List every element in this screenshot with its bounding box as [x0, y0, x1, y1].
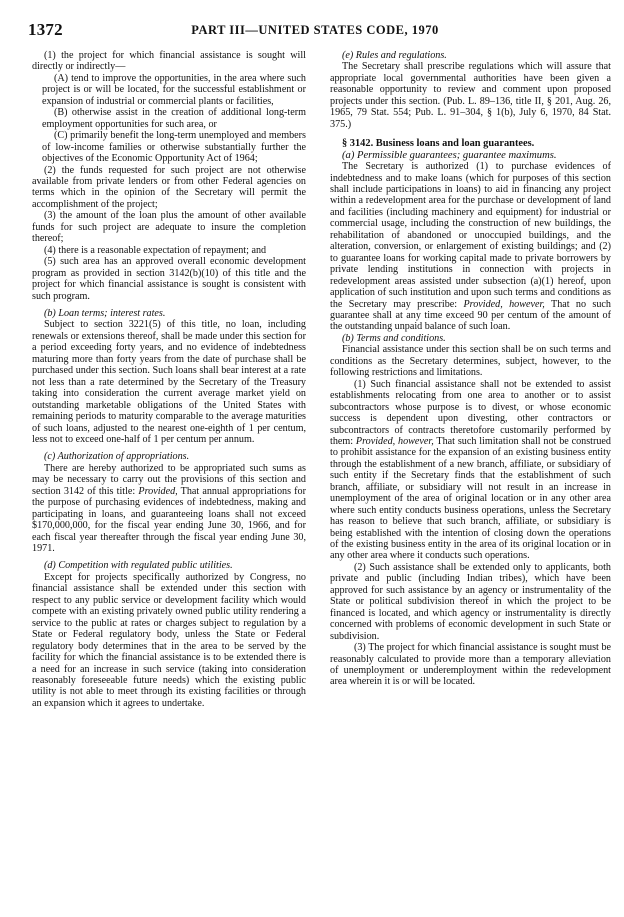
subsection-b-heading — [32, 308, 306, 319]
subsection-a-text-part1: The Secretary is authorized (1) to purchase evidences of indebtedness and to make loans (which for purposes of this section shall include participations in loans) to aid in financing any project within a redevelopment area for the purchase or development of land and facilities (including machinery and equipment) for industrial or commercial usage, including the construction of new buildings, the rehabilitation of abandoned or unoccupied buildings, and the alteration, conversion, or enlargement of existing buildings; and (2) to guarantee loans for working capital made to private borrowers by private lending institutions in connection with projects in redevelopment areas assisted under subsection (a)(1) hereof, upon application of such institution and upon such terms and conditions as the Secretary may prescribe: — [330, 161, 611, 310]
clause-c: (C) primarily benefit the long-term unemployed and members of low-income families or otherwise substantially further the objectives of the Economic Opportunity Act of 1964; — [42, 130, 306, 165]
paragraph-2: (2) the funds requested for such project are not otherwise available from private lenders or from other Federal agencies on terms which in the opinion of the Secretary will permit the accomplishment of the project; — [32, 164, 306, 210]
paragraph-3: (3) the amount of the loan plus the amount of other available funds for such project are adequate to insure the completion thereof; — [32, 210, 306, 245]
clause-b: (B) otherwise assist in the creation of additional long-term employment opportunities for such area, or — [42, 107, 306, 130]
provided-however-italic: Provided, however, — [463, 298, 545, 310]
subsection-d-text: Except for projects specifically authorized by Congress, no financial assistance shall be extended under this section with respect to any public service or development facility which would compete with an existing privately owned public utility rendering a service to the public at rates or charges subject to regulation by a State or Federal regulatory body, unless the State or Federal regulatory body determines that in the area to be served by the facility for which the financial assistance is to be extended there is a need for an increase in such service (taking into consideration reasonably foreseeable future needs) which the existing public utility is not able to meet through its existing facilities or through an expansion which it agrees to undertake. — [32, 571, 306, 709]
subsection-a-heading-text: (a) Permissible guarantees; guarantee maximums. — [342, 149, 557, 161]
restriction-1 — [330, 379, 611, 562]
subsection-e-heading-text: (e) Rules and regulations. — [342, 50, 447, 61]
subsection-c-text-part1: There are hereby authorized to be appropriated such sums as may be necessary to carry out the provisions of this section and section 3142 of this title: — [32, 462, 306, 497]
subsection-e-heading — [330, 50, 611, 61]
subsection-b-heading-text: (b) Loan terms; interest rates. — [44, 307, 166, 319]
subsection-d-heading — [32, 560, 306, 571]
restriction-1-part2: That such limitation shall not be construed to prohibit assistance for the expansion of an existing business entity through the establishment of a new branch, affiliate, or subsidiary of such entity if the Secretary finds that the establishment of such branch, affiliate, or subsidiary will not result in an increase in unemployment of the area of original location or in any other area where such entity conducts business operations, unless the Secretary has reason to believe that such branch, affiliate, or subsidiary is being established with the intention of closing down the operations of the existing business entity in the area of its original location or in any other area where it conducts such operations. — [330, 435, 611, 562]
section-3142-heading: § 3142. Business loans and loan guarantees. — [342, 138, 535, 150]
subsection-b-heading-right-text: (b) Terms and conditions. — [342, 332, 446, 344]
restriction-3: (3) The project for which financial assistance is sought must be reasonably calculated to provide more than a temporary alleviation of unemployment or underemployment within the redevelopment area wherein it is or will be located. — [330, 642, 611, 688]
subsection-b-text-right: Financial assistance under this section shall be on such terms and conditions as the Secretary determines, subject, however, to the following restrictions and limitations. — [330, 344, 611, 379]
provided-however-italic-2: Provided, however, — [355, 435, 434, 447]
subsection-c-heading-text: (c) Authorization of appropriations. — [44, 451, 190, 463]
provided-italic: Provided, — [138, 485, 178, 497]
right-column — [330, 50, 611, 688]
subsection-c-heading — [32, 451, 306, 462]
left-column — [32, 50, 306, 709]
subsection-e-text: The Secretary shall prescribe regulations which will assure that appropriate local governmental authorities have been given a reasonable opportunity to review and comment upon proposed projects under this section. (Pub. L. 89–136, title II, § 201, Aug. 26, 1965, 79 Stat. 554; Pub. L. 91–304, § 1(b), July 6, 1970, 84 Stat. 375.) — [330, 61, 611, 130]
page-header — [28, 20, 602, 38]
running-title: PART III—UNITED STATES CODE, 1970 — [191, 23, 439, 37]
subsection-a-text-part2: That no such guarantee shall at any time exceed 90 per centum of the amount of the outstanding unpaid balance of such loan. — [330, 298, 611, 333]
subsection-b-text: Subject to section 3221(5) of this title, no loan, including renewals or extensions thereof, shall be made under this section for a period exceeding forty years, and no evidence of indebtedness maturing more than forty years from the date of purchase shall be purchased under this section. Such loans shall bear interest at a rate not less than a rate determined by the Secretary of the Treasury taking into consideration the current average market yield on outstanding marketable obligations of the United States with remaining periods to maturity comparable to the average maturities of such loans, adjusted to the nearest one-eighth of 1 per centum, less not to exceed one-half of 1 per centum per annum. — [32, 319, 306, 445]
paragraph-1: (1) the project for which financial assistance is sought will directly or indirectly— — [32, 50, 306, 73]
subsection-c-text-part2: That annual appropriations for the purpose of purchasing evidences of indebtedness, making and participating in loans, and guaranteeing loans shall not exceed $170,000,000, for the fiscal year ending June 30, 1966, and for each fiscal year thereafter through the fiscal year ending June 30, 1971. — [32, 485, 306, 555]
subsection-a-heading — [330, 150, 611, 161]
paragraph-4: (4) there is a reasonable expectation of repayment; and — [44, 244, 267, 256]
subsection-b-heading-right — [330, 333, 611, 344]
clause-a: (A) tend to improve the opportunities, in the area where such project is or will be located, for the successful establishment or expansion of industrial or commercial plants or facilities, — [42, 72, 306, 107]
page-number: 1372 — [28, 20, 63, 39]
subsection-d-heading-text: (d) Competition with regulated public utilities. — [44, 560, 233, 572]
restriction-2: (2) Such assistance shall be extended only to applicants, both private and public (including Indian tribes), which have been approved for such assistance by an agency or instrumentality of the State or political subdivision thereof in which the project to be financed is located, and which agency or instrumentality is directly concerned with problems of economic development in such State or subdivision. — [330, 561, 611, 642]
restriction-1-part1: (1) Such financial assistance shall not be extended to assist establishments relocating from one area to another or to assist subcontractors whose purpose is to divest, or whose economic success is dependent upon divesting, other contractors or subcontractors of contracts theretofore customarily performed by them: — [330, 378, 611, 447]
paragraph-5: (5) such area has an approved overall economic development program as provided in section 3142(b)(10) of this title and the project for which financial assistance is sought is consistent with such program. — [32, 256, 306, 302]
subsection-c-text — [32, 463, 306, 555]
subsection-a-text — [330, 161, 611, 333]
